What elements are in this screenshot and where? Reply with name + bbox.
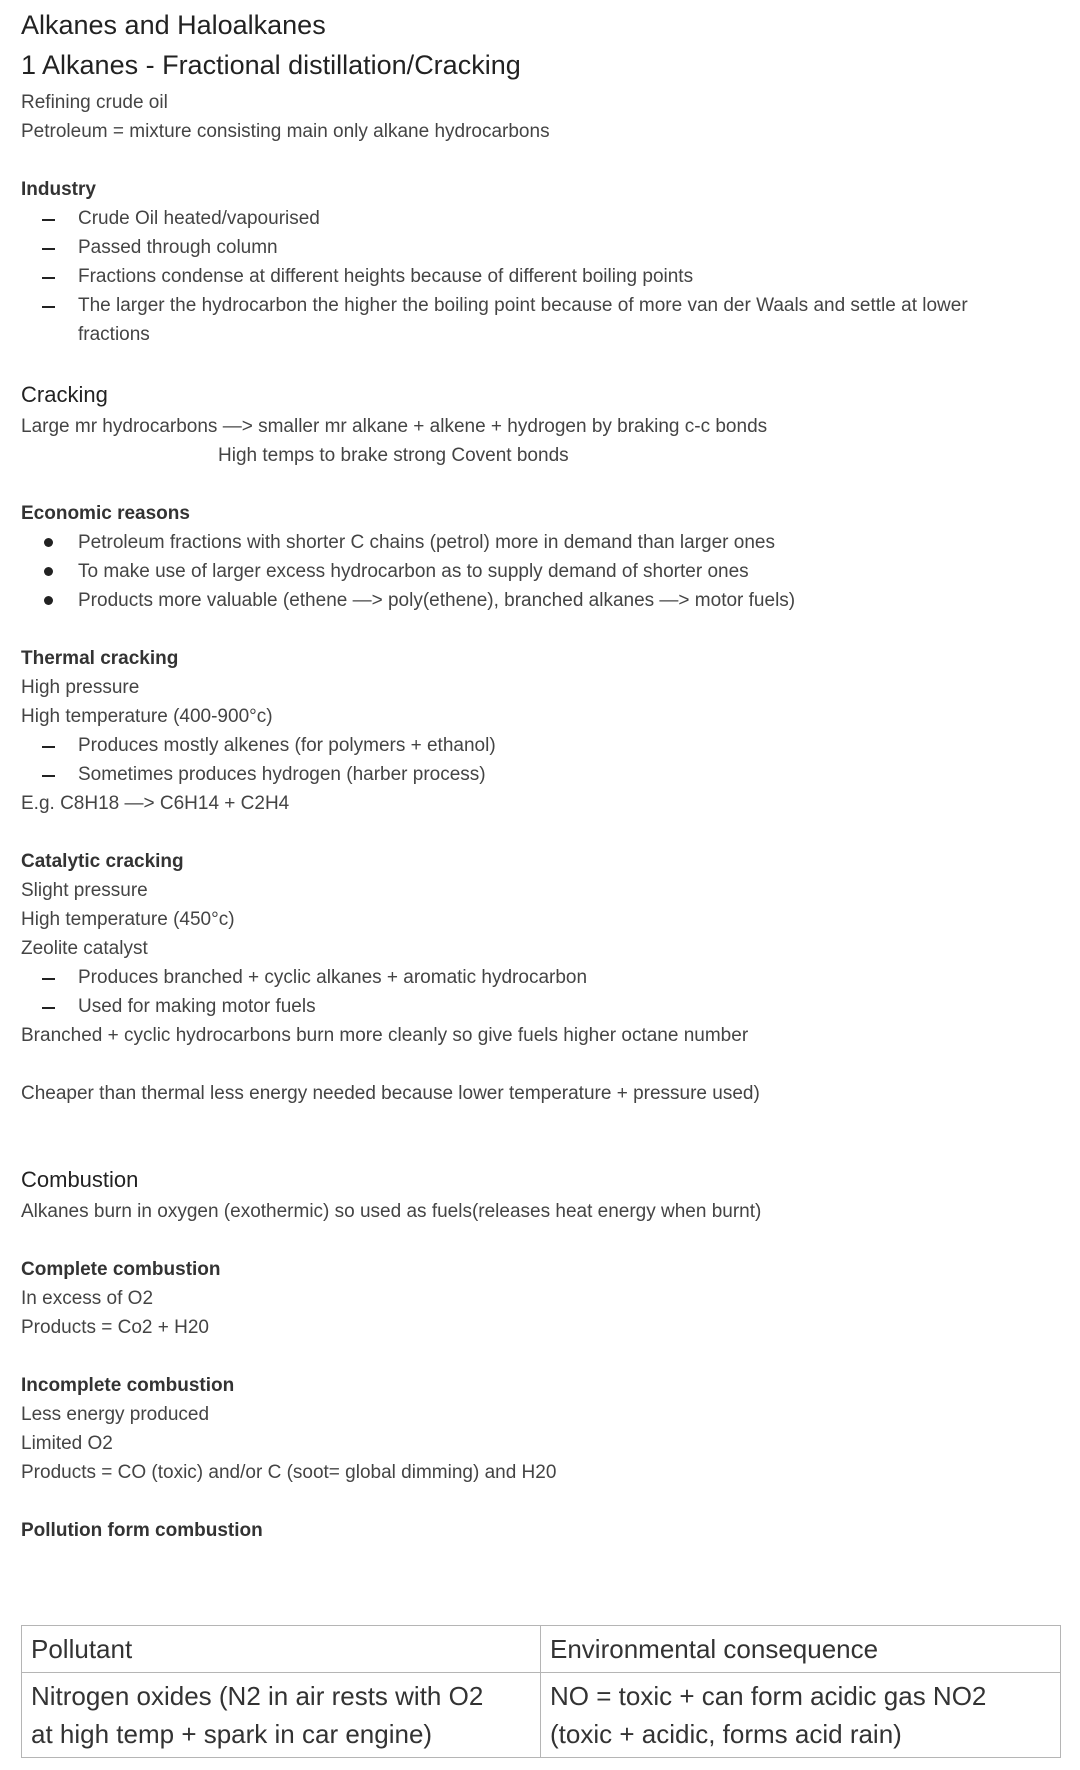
list-item: To make use of larger excess hydrocarbon as to supply demand of shorter ones <box>78 561 749 582</box>
dash-bullet-icon <box>42 306 55 308</box>
table-cell-pollutant <box>22 1673 541 1758</box>
cell-line: NO = toxic + can form acidic gas NO2 <box>550 1681 987 1711</box>
dash-bullet-icon <box>42 248 55 250</box>
dash-bullet-icon <box>42 775 55 777</box>
page-title: Alkanes and Haloalkanes <box>21 10 326 40</box>
subheading-industry: Industry <box>21 179 96 200</box>
bullet-dot-icon <box>44 538 53 547</box>
bullet-dot-icon <box>44 596 53 605</box>
subheading-catalytic-cracking: Catalytic cracking <box>21 851 184 872</box>
table-cell-consequence <box>541 1673 1061 1758</box>
heading-cracking: Cracking <box>21 382 108 407</box>
table-header-cell: Pollutant <box>22 1626 541 1673</box>
list-item: Produces branched + cyclic alkanes + aromatic hydrocarbon <box>78 967 588 988</box>
text-line: Alkanes burn in oxygen (exothermic) so used as fuels(releases heat energy when burnt) <box>21 1201 762 1222</box>
list-item: Petroleum fractions with shorter C chains (petrol) more in demand than larger ones <box>78 532 775 553</box>
subheading-pollution: Pollution form combustion <box>21 1520 263 1541</box>
table-header-row <box>22 1626 1061 1673</box>
list-item: Crude Oil heated/vapourised <box>78 208 320 229</box>
text-line: Less energy produced <box>21 1404 210 1425</box>
dash-bullet-icon <box>42 219 55 221</box>
subheading-thermal-cracking: Thermal cracking <box>21 648 179 669</box>
bullet-dot-icon <box>44 567 53 576</box>
text-line: High pressure <box>21 677 140 698</box>
text-line: Products = CO (toxic) and/or C (soot= global dimming) and H20 <box>21 1462 557 1483</box>
table-header-cell: Environmental consequence <box>541 1626 1061 1673</box>
subheading-complete-combustion: Complete combustion <box>21 1259 221 1280</box>
text-line: Petroleum = mixture consisting main only alkane hydrocarbons <box>21 121 550 142</box>
list-item: Passed through column <box>78 237 278 258</box>
list-item: Fractions condense at different heights because of different boiling points <box>78 266 694 287</box>
text-line: Products = Co2 + H20 <box>21 1317 209 1338</box>
list-item-continuation: fractions <box>78 324 150 345</box>
list-item: Sometimes produces hydrogen (harber process) <box>78 764 486 785</box>
subheading-economic-reasons: Economic reasons <box>21 503 190 524</box>
heading-combustion: Combustion <box>21 1167 139 1192</box>
list-item: Products more valuable (ethene —> poly(ethene), branched alkanes —> motor fuels) <box>78 590 796 611</box>
text-line-example: E.g. C8H18 —> C6H14 + C2H4 <box>21 793 290 814</box>
text-line: Cheaper than thermal less energy needed because lower temperature + pressure used) <box>21 1083 760 1104</box>
cell-line: at high temp + spark in car engine) <box>31 1719 433 1749</box>
list-item: Produces mostly alkenes (for polymers + ethanol) <box>78 735 496 756</box>
cell-line: Nitrogen oxides (N2 in air rests with O2 <box>31 1681 484 1711</box>
text-line: Slight pressure <box>21 880 148 901</box>
notes-page <box>21 0 1061 1770</box>
text-line: High temperature (400-900°c) <box>21 706 273 727</box>
subheading-incomplete-combustion: Incomplete combustion <box>21 1375 235 1396</box>
text-line: Refining crude oil <box>21 92 168 113</box>
text-line: Branched + cyclic hydrocarbons burn more cleanly so give fuels higher octane number <box>21 1025 749 1046</box>
text-line: Limited O2 <box>21 1433 113 1454</box>
table-row <box>22 1673 1061 1758</box>
text-line: Zeolite catalyst <box>21 938 148 959</box>
dash-bullet-icon <box>42 1007 55 1009</box>
list-item: The larger the hydrocarbon the higher the boiling point because of more van der Waals and settle at lower <box>78 295 968 316</box>
text-line: Large mr hydrocarbons —> smaller mr alkane + alkene + hydrogen by braking c-c bonds <box>21 416 768 437</box>
text-line: In excess of O2 <box>21 1288 154 1309</box>
text-line-indented: High temps to brake strong Covent bonds <box>218 445 569 466</box>
dash-bullet-icon <box>42 978 55 980</box>
dash-bullet-icon <box>42 746 55 748</box>
text-line: High temperature (450°c) <box>21 909 235 930</box>
dash-bullet-icon <box>42 277 55 279</box>
cell-line: (toxic + acidic, forms acid rain) <box>550 1719 902 1749</box>
section-heading-alkanes: 1 Alkanes - Fractional distillation/Cracking <box>21 50 521 80</box>
list-item: Used for making motor fuels <box>78 996 316 1017</box>
pollution-table <box>21 1625 1061 1758</box>
